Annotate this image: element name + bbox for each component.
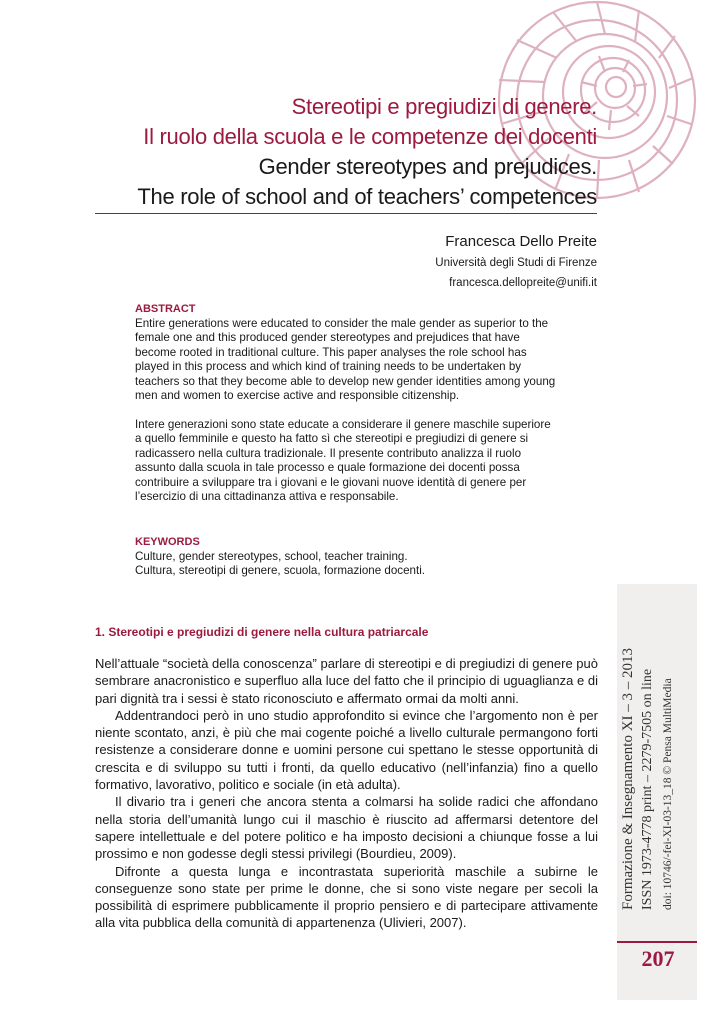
abstract-block	[135, 302, 560, 505]
keywords-english: Culture, gender stereotypes, school, teacher training.	[135, 549, 408, 563]
journal-issn: ISSN 1973-4778 print – 2279-7505 on line	[640, 668, 655, 910]
title-italian-line-2: Il ruolo della scuola e le competenze dei docenti	[143, 124, 597, 149]
body-paragraph: Nell’attuale “società della conoscenza” parlare di stereotipi e di pregiudizi di genere può sembrare anacronistico e superfluo alla luce del fatto che il principio di uguaglianza e di pari dignità tra i sessi è stato riconosciuto e affermato ormai da molti anni.	[95, 656, 598, 706]
author-block	[435, 232, 597, 292]
abstract-heading: ABSTRACT	[135, 303, 196, 315]
keywords-block	[135, 535, 560, 579]
body-text	[95, 655, 598, 932]
article-title	[77, 92, 597, 212]
body-paragraph: Il divario tra i generi che ancora stenta a colmarsi ha solide radici che affondano nella storia dell’umanità lungo cui il maschio è riuscito ad affermarsi detentore del sapere intellettuale e del potere politico e ha imposto decisioni a chiunque fosse a lui prossimo e non godesse degli stessi privilegi (Bourdieu, 2009).	[95, 794, 598, 862]
title-divider	[95, 213, 597, 214]
author-email[interactable]: francesca.dellopreite@unifi.it	[449, 277, 597, 289]
abstract-english: Entire generations were educated to consider the male gender as superior to the female one and this produced gender stereotypes and prejudices that have become rooted in traditional culture. This paper analyses the role school has played in this process and which kind of training needs to be undertaken by teachers so that they become able to develop new gender identities among young men and women to exercise active and responsible citizenship.	[135, 316, 556, 402]
section-heading: 1. Stereotipi e pregiudizi di genere nella cultura patriarcale	[95, 625, 429, 639]
journal-name: Formazione & Insegnamento XI – 3 – 2013	[620, 647, 636, 910]
body-paragraph: Difronte a questa lunga e incontrastata superiorità maschile a subirne le conseguenze sono state per prime le donne, che si sono viste negare per secoli la possibilità di esprimere pubblicamente il proprio pensiero e di partecipare attivamente alla vita pubblica della comunità di appartenenza (Ulivieri, 2007).	[95, 863, 598, 931]
journal-doi: doi: 10746/-fei-XI-03-13_18 © Pensa MultiMedia	[662, 678, 674, 910]
journal-info	[618, 580, 678, 910]
page-number-divider	[617, 941, 697, 943]
keywords-italian: Cultura, stereotipi di genere, scuola, formazione docenti.	[135, 564, 426, 577]
title-english-line-1: Gender stereotypes and prejudices.	[258, 154, 597, 179]
body-paragraph: Addentrandoci però in uno studio approfondito si evince che l’argomento non è per niente scontato, anzi, è più che mai cogente poiché a livello culturale permangono forti resistenze a considerare donne e uomini persone cui spettano le stesse opportunità di crescita e di sviluppo su tutti i fronti, da quello educativo (nell’infanzia) fino a quello formativo, lavorativo, politico e sociale (in età adulta).	[95, 707, 598, 793]
author-name: Francesca Dello Preite	[445, 233, 597, 250]
title-italian-line-1: Stereotipi e pregiudizi di genere.	[291, 94, 597, 119]
keywords-heading: KEYWORDS	[135, 536, 200, 548]
title-english-line-2: The role of school and of teachers’ competences	[137, 184, 597, 209]
author-affiliation: Università degli Studi di Firenze	[435, 257, 597, 269]
abstract-italian: Intere generazioni sono state educate a considerare il genere maschile superiore a quello femminile e questo ha fatto sì che stereotipi e pregiudizi di genere si radicassero nella cultura tradizionale. Il presente contributo analizza il ruolo assunto dalla scuola in tale processo e quale formazione dei docenti possa contribuire a sviluppare tra i giovani e le giovani nuove identità di genere per l’esercizio di una cittadinanza attiva e responsabile.	[135, 417, 551, 503]
page-number: 207	[641, 946, 675, 971]
